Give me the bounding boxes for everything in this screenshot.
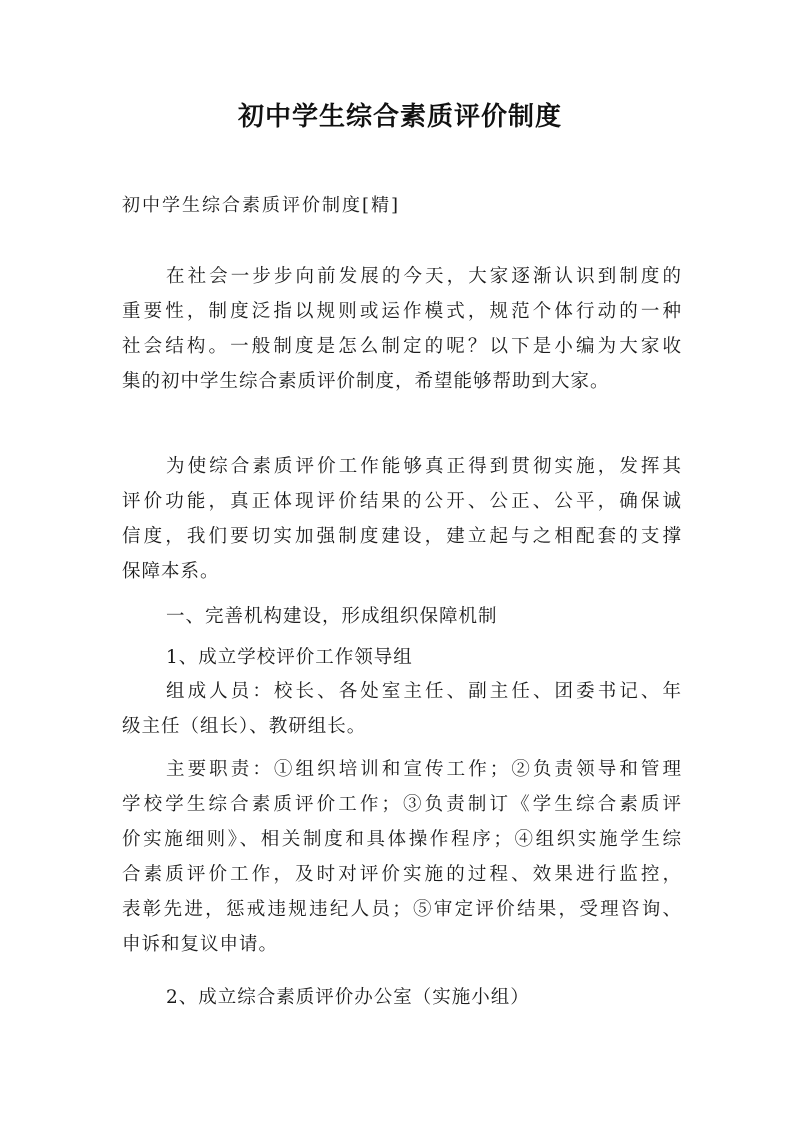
- intro-paragraph: [122, 259, 682, 399]
- paragraph-line: 信度，我们要切实加强制度建设，建立起与之相配套的支撑: [122, 526, 682, 547]
- paragraph-line: 价实施细则》、相关制度和具体操作程序；④组织实施学生综: [122, 829, 682, 850]
- purpose-paragraph: [122, 449, 682, 589]
- item-heading: 1、成立学校评价工作领导组: [166, 647, 413, 668]
- paragraph-line: 合素质评价工作，及时对评价实施的过程、效果进行监控，: [122, 864, 682, 885]
- paragraph-line: 评价功能，真正体现评价结果的公开、公正、公平，确保诚: [122, 491, 682, 512]
- section-heading: 一、完善机构建设，形成组织保障机制: [166, 606, 498, 627]
- members-paragraph: [122, 674, 682, 744]
- duties-paragraph: [122, 752, 682, 962]
- paragraph-line: 集的初中学生综合素质评价制度，希望能够帮助到大家。: [122, 371, 610, 392]
- document-subtitle: 初中学生综合素质评价制度[精]: [122, 195, 401, 216]
- paragraph-line: 申诉和复议申请。: [122, 934, 279, 955]
- item-heading: 2、成立综合素质评价办公室（实施小组）: [166, 987, 530, 1008]
- document-title: 初中学生综合素质评价制度: [237, 102, 562, 132]
- paragraph-line: 社会结构。一般制度是怎么制定的呢？以下是小编为大家收: [122, 336, 682, 357]
- paragraph-line: 在社会一步步向前发展的今天，大家逐渐认识到制度的: [166, 266, 682, 287]
- paragraph-line: 级主任（组长）、教研组长。: [122, 716, 367, 737]
- paragraph-line: 学校学生综合素质评价工作；③负责制订《学生综合素质评: [122, 794, 682, 815]
- paragraph-line: 为使综合素质评价工作能够真正得到贯彻实施，发挥其: [166, 456, 682, 477]
- paragraph-line: 保障本系。: [122, 561, 220, 582]
- paragraph-line: 重要性，制度泛指以规则或运作模式，规范个体行动的一种: [122, 301, 682, 322]
- paragraph-line: 组成人员：校长、各处室主任、副主任、团委书记、年: [166, 681, 682, 702]
- paragraph-line: 主要职责：①组织培训和宣传工作；②负责领导和管理: [166, 759, 682, 780]
- paragraph-line: 表彰先进，惩戒违规违纪人员；⑤审定评价结果，受理咨询、: [122, 899, 682, 920]
